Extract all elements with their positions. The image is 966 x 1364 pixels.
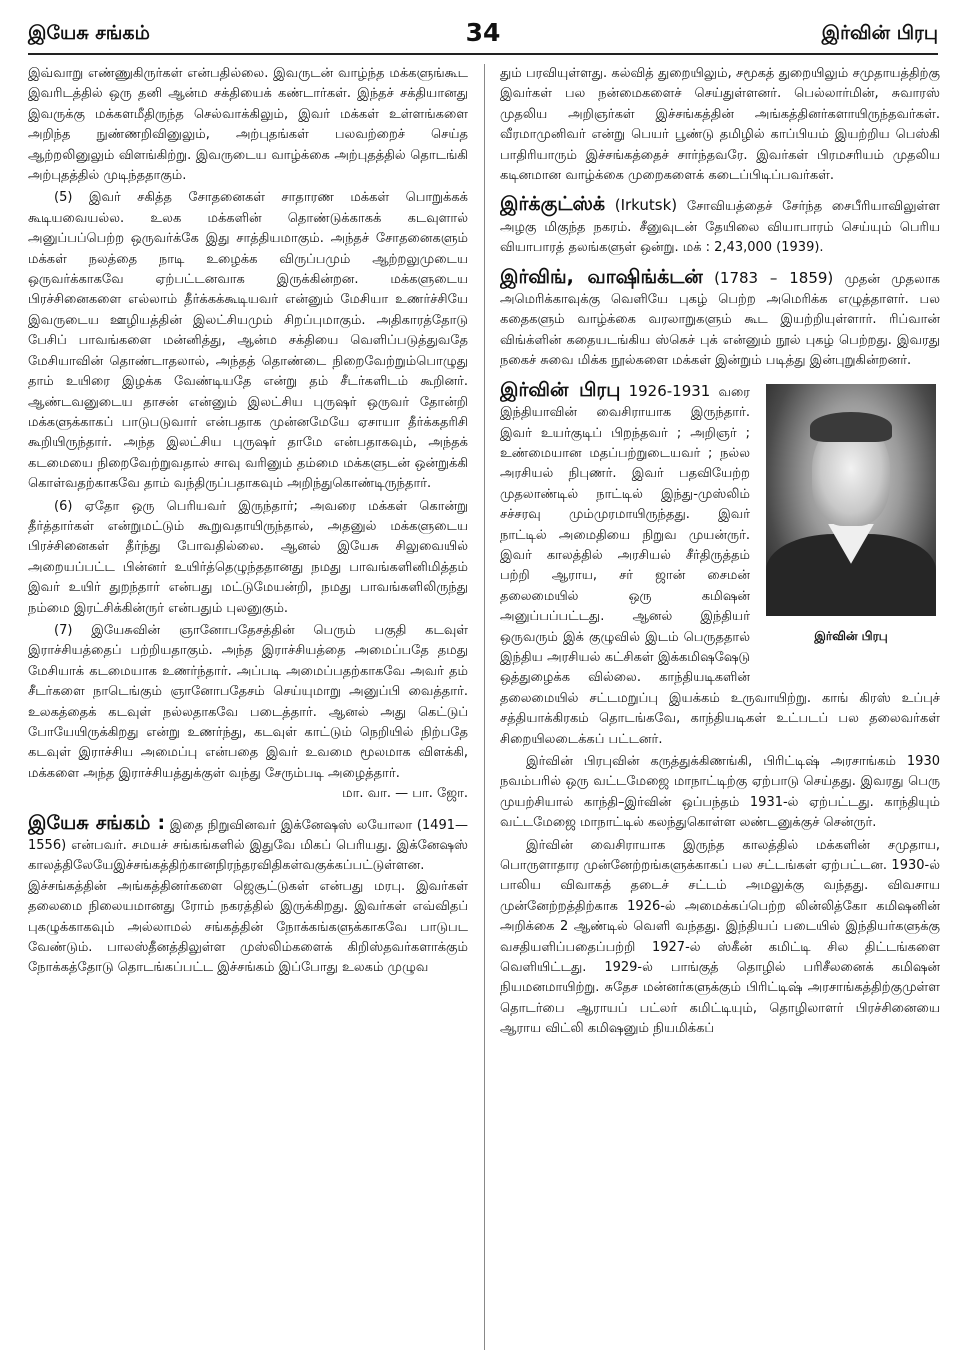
page-number: 34 [465,18,501,47]
column-divider [484,64,485,1350]
right-column [500,64,940,1354]
running-head-left: இயேசு சங்கம் [28,22,150,44]
portrait-figure [762,384,940,666]
entry-text: இதை நிறுவினவர் இக்னேஷஸ் லயோலா (1491—1556) என்பவர். சமயச் சங்கங்களில் இதுவே மிகப் பெரியது. இக்னேஷஸ் காலத்திலேயேஇச்சங்கத்திற்கானநிரந்தரவிதிகள்வகுக்கப்பட்டுள்ளன. இச்சங்கத்தின் அங்கத்தினர்களை ஜெசூட்டுகள் என்பது மரபு. இவர்கள் தலைமை நிலையமானது ரோம் நகரத்தில் இருக்கிறது. இவர்கள் எவ்விதப் புகழுக்காகவும் அல்லாமல் சங்கத்தின் நோக்கங்களுக்காகவே பாடுபட வேண்டும். பாலஸ்தீனத்திலுள்ள முஸ்லிம்களைக் கிறிஸ்தவர்களாக்கும் நோக்கத்தோடு தொடங்கப்பட்ட இச்சங்கம் இப்போது உலகம் முழுவ [28,817,468,976]
entry-jesuits [28,813,468,979]
entry-text: சோவியத்தைச் சேர்ந்த சைபீரியாவிலுள்ள அழகு மிகுந்த நகரம். சீனுவுடன் தேயிலை வியாபாரம் செய்யும் பெரிய வியாபாரத் தலங்களுள் ஒன்று. மக் : 2,43,000 (1939). [500,199,940,256]
portrait-photo [766,384,936,616]
entry-lord-irwin [500,380,940,750]
photo-hair [810,412,892,442]
entry-heading: இயேசு சங்கம் : [28,811,166,834]
entry-washington-irving [500,267,940,372]
entry-subheading: (Irkutsk) [614,196,678,215]
page-header [28,18,938,52]
author-signature: மா. வா. — பா. ஜோ. [342,786,468,802]
paragraph: இர்வின் பிரபுவின் கருத்துக்கிணங்கி, பிரிட்டிஷ் அரசாங்கம் 1930 நவம்பரில் ஒரு வட்டமேஜை மாநாட்டிற்கு ஏற்பாடு செய்தது. இவரது பெரு முயற்சியால் காந்தி–இர்வின் ஒப்பந்தம் 1931-ல் ஏற்பட்டது. காந்தியும் வட்டமேஜை மாநாட்டில் கலந்துகொள்ள லண்டனுக்குச் சென்ருர். [500,754,940,831]
left-column [28,64,468,1354]
header-rule [28,53,938,55]
entry-heading: இர்விங், வாஷிங்க்டன் [500,265,703,288]
paragraph: இவ்வாறு எண்ணுகிருர்கள் என்பதில்லை. இவருடன் வாழ்ந்த மக்களுங்கூட இவரிடத்தில் ஒரு தனி ஆன்ம சக்தியைக் கண்டார்கள். இந்தச் சக்தியானது இவருக்கு மக்களமீதிருந்த செல்வாக்கிலும், இவர் மக்கள் உள்ளங்களை அறிந்த நுண்ணறிவினுலும், அற்புதங்கள் பலவற்றைச் செய்த ஆற்றலினுலும் விளங்கிற்று. இவருடைய வாழ்க்கை அற்புதத்தில் தொடங்கி அற்புதத்தில் முடிந்ததாகும். [28,66,468,184]
paragraph: (6) ஏதோ ஒரு பெரியவர் இருந்தார்; அவரை மக்கள் கொன்று தீர்த்தார்கள் என்றுமட்டும் கூறுவதாயிருந்தால், அதனுல் மக்களுடைய பிரச்சினைகள் தீர்ந்து போவதில்லை. ஆனல் இயேசு சிலுவையில் அறையப்பட்ட பின்னர் உயிர்த்தெழுந்ததானது நமது பாவங்களினிமித்தம் இவர் உயிர் துறந்தார் என்பது மட்டுமேயன்றி, நமது பாவங்களிலிருந்து நம்மை இரட்சிக்கின்ருர் என்பதும் புலனுகும். [28,498,468,616]
portrait-caption: இர்வின் பிரபு [814,628,888,643]
entry-heading: இர்க்குட்ஸ்க் [500,193,606,216]
entry-text: முதன் முதலாக அமெரிக்காவுக்கு வெளியே புகழ் பெற்ற அமெரிக்க எழுத்தாளர். பல கதைகளும் வாழ்க்கை வரலாறுகளும் கூட இயற்றியுள்ளார். ரிப்வான் விங்க்ளின் கதையடங்கிய ஸ்கெச் புக் என்னும் நூல் புகழ் பெற்றது. இவரது நகைச் சுவை மிக்க நூல்களை மக்கள் இன்றும் படித்து இன்புறுகின்றனர். [500,271,940,369]
paragraph: தும் பரவியுள்ளது. கல்வித் துறையிலும், சமூகத் துறையிலும் சமுதாயத்திற்கு இவர்கள் பல நன்மைகளைச் செய்துள்ளனர். பெல்லார்மின், சுவாரஸ் முதலிய அறிஞர்கள் இச்சங்கத்தின் அங்கத்தினர்களாயிருந்தவர்கள். வீரமாமுனிவர் என்று பெயர் பூண்டு தமிழில் காப்பியம் இயற்றிய பெஸ்கி பாதிரியாரும் இச்சங்கத்தைச் சார்ந்தவரே. இவர்கள் பிரமசரியம் முதலிய கடினமான வாழ்க்கை முறைகளைக் கடைப்பிடிப்பவர்கள். [500,66,940,184]
entry-heading: இர்வின் பிரபு [500,378,621,401]
entry-text: வரை இந்தியாவின் வைசிராயாக இருந்தார். இவர் உயர்குடிப் பிறந்தவர் ; அறிஞர் ; உண்மையான மதப்பற்றுடையவர் ; நல்ல அரசியல் நிபுணர். இவர் பதவியேற்ற முதலாண்டில் நாட்டில் இந்து-முஸ்லிம் சச்சரவு மும்முரமாயிருந்தது. இவர் நாட்டில் அமைதியை நிறுவ முயன்ருர். இவர் காலத்தில் அரசியல் சீர்திருத்தம் பற்றி ஆராய, சர் ஜான் சைமன் தலைமையில் ஒரு கமிஷன் அனுப்பப்பட்டது. ஆனல் இந்தியர் ஒருவரும் இக் குழுவில் இடம் பெருததால் இந்திய அரசியல் கட்சிகள் இக்கமிஷஷேடு ஒத்துழைக்க வில்லை. காந்தியடிகளின் தலைமையில் சட்டமறுப்பு இயக்கம் உருவாயிற்று. காங் கிரஸ் உப்புச் சத்தியாக்கிரகம் தொடங்கவே, காந்தியடிகள் உட்படப் பல தலைவர்கள் சிறையிலடைக்கப் பட்டனர். [500,384,940,747]
entry-subheading: (1783 – 1859) [714,268,834,287]
paragraph: இர்வின் வைசிராயாக இருந்த காலத்தில் மக்களின் சமுதாய, பொருளாதார முன்னேற்றங்களுக்காகப் பல சட்டங்கள் ஏற்பட்டன. 1930-ல் பாலிய விவாகத் தடைச் சட்டம் அமலுக்கு வந்தது. விவசாய முன்னேற்றத்திற்காக 1926-ல் அமைக்கப்பெற்ற லின்லித்கோ கமிஷனின் அறிக்கை 2 ஆண்டில் வெளி வந்தது. இந்தியப் படையில் இந்தியர்களுக்கு வசதியளிப்பதைப்பற்றி 1927-ல் ஸ்கீன் கமிட்டி சில திட்டங்களை வெளியிட்டது. 1929-ல் பாங்குத் தொழில் பரிசீலனைக் கமிஷன் நியமனமாயிற்று. சுதேச மன்னர்களுக்கும் பிரிட்டிஷ் அரசாங்கத்திற்குமுள்ள தொடர்பை ஆராயப் பட்லர் கமிட்டியும், தொழிலாளர் பிரச்சினையை ஆராய விட்லி கமிஷனும் நியமிக்கப் [500,837,940,1037]
entry-subheading: 1926-1931 [628,381,711,400]
entry-irkutsk [500,194,940,258]
paragraph: (7) இயேசுவின் ஞானோபதேசத்தின் பெரும் பகுதி கடவுள் இராச்சியத்தைப் பற்றியதாகும். அந்த இராச்சியத்தை அமைப்பதே தமது மேசியாக் கடமையாக உணர்ந்தார். அப்படி அமைப்பதற்காகவே அவர் தம் சீடர்களை நாடெங்கும் ஞானோபதேசம் செய்யுமாறு அனுப்பி வைத்தார். உலகத்தைக் கடவுள் நல்லதாகவே படைத்தார். ஆனல் அது கெட்டுப் போயேயிருக்கிறது என்று உணர்ந்து, கடவுள் காட்டும் நெறியில் நிற்பதே கடவுள் இராச்சிய அமைப்பு என்பதை இவர் உவமை மூலமாக விளக்கி, மக்களை அந்த இராச்சியத்துக்குள் வந்து சேரும்படி அழைத்தார். [28,622,468,781]
running-head-right: இர்வின் பிரபு [821,22,938,44]
paragraph: (5) இவர் சகித்த சோதனைகள் சாதாரண மக்கள் பொறுக்கக் கூடியவையல்ல. உலக மக்களின் தொண்டுக்காகக் கடவுளால் அனுப்பப்பெற்ற ஒருவர்க்கே இது சாத்தியமாகும். அந்தச் சோதனைகளும் மக்கள் நலத்தை நாடி உழைக்க விருப்பமும் ஆற்றலுமுடைய ஒருவர்க்காகவே ஏற்பட்டனவாக இருக்கின்றன. மக்களுடைய பிரச்சினைகளை எல்லாம் தீர்க்கக்கூடியவர் என்னும் மேசியா உணர்ச்சியே இவருடைய ஊழியத்தின் இலட்சியமும் சிறப்புமாகும். அதிகாரத்தோடு பேசிப் பாவங்களை மன்னித்து, ஆன்ம சக்தியை வெளிப்படுத்துவதே மேசியாவின் தொண்டாதலால், அந்தத் தொண்டை நிறைவேற்றும்பொழுது தாம் உயிரை இழக்க வேண்டியதே என்று தம் சீடர்களிடம் கூறினர். ஆண்டவனுடைய தாசன் என்னும் இலட்சிய புருஷர் ஒருவர் தோன்றி மக்களுக்காகப் பாடுபடுவார் என்பதாக முன்னமேயே ஏசாயா தீர்க்கதரிசி கூறியிருந்தார். அந்த இலட்சிய புருஷர் தாமே என்பதாகவும், அந்தக் கடமையை நிறைவேற்றுவதால் சாவு வரினும் தம்மை மக்களுடன் ஒன்றுக்கி கொள்வதற்காகவே தாம் வந்திருப்பதாகவும் அறிந்துகொண்டிருந்தார். [28,190,468,492]
